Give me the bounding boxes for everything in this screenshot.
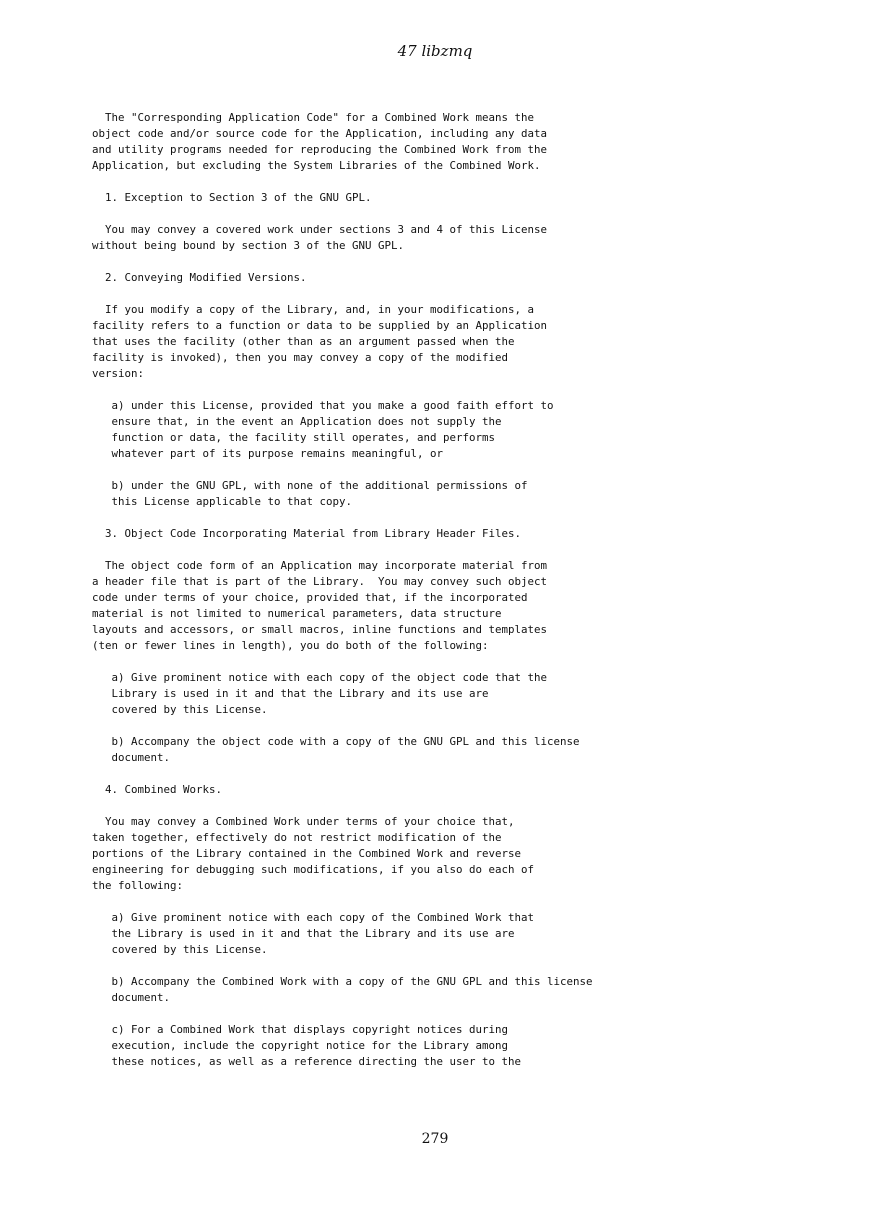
text-line: b) under the GNU GPL, with none of the additional permissions of bbox=[92, 479, 528, 492]
text-line: these notices, as well as a reference directing the user to the bbox=[92, 1055, 522, 1068]
text-line: b) Accompany the object code with a copy of the GNU GPL and this license bbox=[92, 735, 580, 748]
text-line: material is not limited to numerical parameters, data structure bbox=[92, 607, 502, 620]
text-line: If you modify a copy of the Library, and, in your modifications, a bbox=[92, 303, 535, 316]
text-line bbox=[92, 654, 792, 670]
text-line bbox=[92, 1006, 792, 1022]
text-line bbox=[92, 958, 792, 974]
text-line: the following: bbox=[92, 879, 184, 892]
text-line: a) under this License, provided that you make a good faith effort to bbox=[92, 399, 554, 412]
text-line bbox=[92, 174, 792, 190]
text-line: whatever part of its purpose remains meaningful, or bbox=[92, 447, 444, 460]
page-number: 279 bbox=[421, 1131, 449, 1147]
text-line bbox=[92, 718, 792, 734]
text-line bbox=[92, 766, 792, 782]
text-line: the Library is used in it and that the Library and its use are bbox=[92, 927, 515, 940]
text-line: function or data, the facility still operates, and performs bbox=[92, 431, 496, 444]
text-line: facility is invoked), then you may convey a copy of the modified bbox=[92, 351, 509, 364]
text-line bbox=[92, 462, 792, 478]
license-text bbox=[92, 110, 792, 1070]
text-line bbox=[92, 894, 792, 910]
text-line: a header file that is part of the Library. You may convey such object bbox=[92, 575, 548, 588]
text-line bbox=[92, 542, 792, 558]
text-line: ensure that, in the event an Application does not supply the bbox=[92, 415, 502, 428]
text-line: a) Give prominent notice with each copy of the Combined Work that bbox=[92, 911, 535, 924]
text-line bbox=[92, 206, 792, 222]
text-line: execution, include the copyright notice for the Library among bbox=[92, 1039, 509, 1052]
text-line: a) Give prominent notice with each copy of the object code that the bbox=[92, 671, 548, 684]
text-line: b) Accompany the Combined Work with a copy of the GNU GPL and this license bbox=[92, 975, 593, 988]
text-line: 1. Exception to Section 3 of the GNU GPL. bbox=[92, 191, 372, 204]
text-line bbox=[92, 510, 792, 526]
text-line: covered by this License. bbox=[92, 703, 268, 716]
text-line: Application, but excluding the System Libraries of the Combined Work. bbox=[92, 159, 541, 172]
text-line: that uses the facility (other than as an argument passed when the bbox=[92, 335, 515, 348]
text-line: portions of the Library contained in the Combined Work and reverse bbox=[92, 847, 522, 860]
text-line: 2. Conveying Modified Versions. bbox=[92, 271, 307, 284]
text-line: The "Corresponding Application Code" for a Combined Work means the bbox=[92, 111, 535, 124]
text-line: taken together, effectively do not restrict modification of the bbox=[92, 831, 502, 844]
text-line: without being bound by section 3 of the GNU GPL. bbox=[92, 239, 405, 252]
text-line bbox=[92, 286, 792, 302]
text-line: document. bbox=[92, 991, 171, 1004]
text-line bbox=[92, 382, 792, 398]
text-line bbox=[92, 798, 792, 814]
text-line: layouts and accessors, or small macros, inline functions and templates bbox=[92, 623, 548, 636]
text-line: You may convey a Combined Work under terms of your choice that, bbox=[92, 815, 515, 828]
text-line bbox=[92, 254, 792, 270]
text-line: 4. Combined Works. bbox=[92, 783, 223, 796]
running-header: 47 libzmq bbox=[397, 42, 473, 60]
text-line: this License applicable to that copy. bbox=[92, 495, 353, 508]
text-line: and utility programs needed for reproducing the Combined Work from the bbox=[92, 143, 548, 156]
text-line: 3. Object Code Incorporating Material from Library Header Files. bbox=[92, 527, 522, 540]
text-line: version: bbox=[92, 367, 145, 380]
text-line: (ten or fewer lines in length), you do both of the following: bbox=[92, 639, 489, 652]
text-line: facility refers to a function or data to be supplied by an Application bbox=[92, 319, 548, 332]
text-line: The object code form of an Application may incorporate material from bbox=[92, 559, 548, 572]
text-line: Library is used in it and that the Library and its use are bbox=[92, 687, 489, 700]
text-line: code under terms of your choice, provided that, if the incorporated bbox=[92, 591, 528, 604]
text-line: engineering for debugging such modifications, if you also do each of bbox=[92, 863, 535, 876]
text-line: object code and/or source code for the Application, including any data bbox=[92, 127, 548, 140]
text-line: covered by this License. bbox=[92, 943, 268, 956]
text-line: c) For a Combined Work that displays copyright notices during bbox=[92, 1023, 509, 1036]
text-line: You may convey a covered work under sections 3 and 4 of this License bbox=[92, 223, 548, 236]
text-line: document. bbox=[92, 751, 171, 764]
